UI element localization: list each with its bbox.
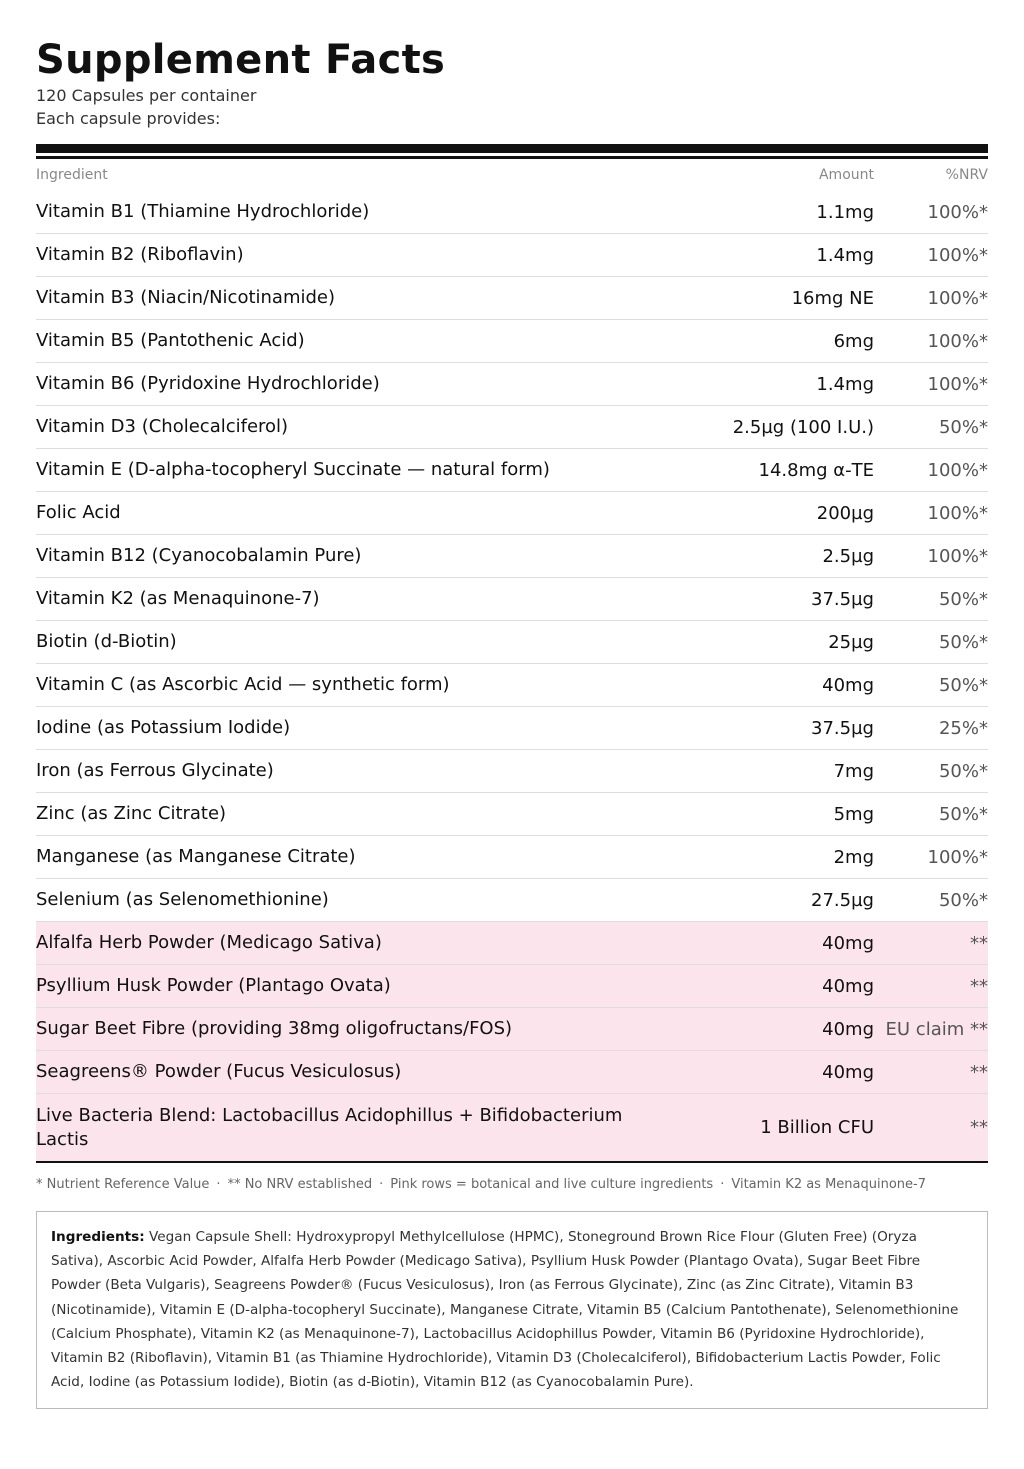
ingredient-name: Seagreens® Powder (Fucus Vesiculosus): [36, 1061, 402, 1082]
table-row: [36, 1008, 988, 1051]
table-row: [36, 664, 988, 707]
ingredient-name: Psyllium Husk Powder (Plantago Ovata): [36, 975, 391, 996]
ingredient-nrv: EU claim **: [885, 1018, 988, 1040]
ingredient-name: Vitamin E (D-alpha-tocopheryl Succinate — natural form): [36, 459, 550, 480]
table-row: [36, 879, 988, 922]
footnote-item: Vitamin K2 as Menaquinone-7: [731, 1177, 927, 1192]
ingredient-amount: 14.8mg α-TE: [758, 459, 874, 481]
ingredient-name: Vitamin C (as Ascorbic Acid — synthetic form): [36, 674, 450, 695]
ingredient-nrv: 50%*: [938, 416, 988, 438]
table-row: [36, 1094, 988, 1163]
table-row: [36, 535, 988, 578]
ingredient-amount: 40mg: [822, 1061, 874, 1083]
ingredient-amount: 2.5µg: [822, 545, 874, 567]
table-row: [36, 750, 988, 793]
ingredient-nrv: 50%*: [938, 889, 988, 911]
ingredient-nrv: 100%*: [927, 459, 988, 481]
ingredient-nrv: 50%*: [938, 588, 988, 610]
ingredient-nrv: 100%*: [927, 330, 988, 352]
column-header-nrv: %NRV: [945, 167, 988, 183]
table-row: [36, 836, 988, 879]
ingredient-nrv: 50%*: [938, 674, 988, 696]
ingredient-name: Vitamin B12 (Cyanocobalamin Pure): [36, 545, 362, 566]
table-row: [36, 1051, 988, 1094]
table-row: [36, 449, 988, 492]
ingredient-amount: 40mg: [822, 1018, 874, 1040]
ingredient-name: Manganese (as Manganese Citrate): [36, 846, 356, 867]
ingredients-box: [36, 1211, 988, 1409]
ingredient-name: Zinc (as Zinc Citrate): [36, 803, 227, 824]
ingredient-name: Alfalfa Herb Powder (Medicago Sativa): [36, 932, 382, 953]
ingredient-name: Iodine (as Potassium Iodide): [36, 717, 291, 738]
table-row: [36, 191, 988, 234]
footnote-separator: ·: [720, 1177, 725, 1192]
ingredient-nrv: 100%*: [927, 244, 988, 266]
ingredient-amount: 40mg: [822, 932, 874, 954]
ingredient-nrv: **: [970, 1061, 988, 1083]
ingredient-nrv: 50%*: [938, 760, 988, 782]
footnote-separator: ·: [379, 1177, 384, 1192]
ingredient-nrv: 50%*: [938, 631, 988, 653]
ingredient-name: Vitamin B3 (Niacin/Nicotinamide): [36, 287, 336, 308]
ingredient-amount: 2mg: [833, 846, 874, 868]
ingredient-nrv: 100%*: [927, 201, 988, 223]
ingredient-name: Vitamin B1 (Thiamine Hydrochloride): [36, 201, 370, 222]
ingredient-nrv: 100%*: [927, 287, 988, 309]
ingredient-amount: 40mg: [822, 674, 874, 696]
ingredient-amount: 1 Billion CFU: [760, 1117, 874, 1138]
container-count: 120 Capsules per container: [36, 86, 257, 105]
ingredient-amount: 16mg NE: [791, 287, 874, 309]
ingredient-name: Vitamin B5 (Pantothenic Acid): [36, 330, 305, 351]
ingredient-nrv: 100%*: [927, 545, 988, 567]
ingredient-amount: 27.5µg: [811, 889, 874, 911]
ingredient-amount: 2.5µg (100 I.U.): [732, 416, 874, 438]
ingredients-label: Ingredients:: [51, 1229, 145, 1245]
table-header: [36, 159, 988, 191]
nutrient-table: [36, 191, 988, 1163]
ingredient-nrv: 25%*: [938, 717, 988, 739]
ingredient-name: Selenium (as Selenomethionine): [36, 889, 329, 910]
table-row: [36, 922, 988, 965]
ingredient-name: Biotin (d-Biotin): [36, 631, 177, 652]
table-row: [36, 406, 988, 449]
ingredient-nrv: 100%*: [927, 502, 988, 524]
table-row: [36, 793, 988, 836]
thick-divider: [36, 144, 988, 153]
ingredient-name: Vitamin K2 (as Menaquinone-7): [36, 588, 320, 609]
table-row: [36, 277, 988, 320]
ingredient-amount: 7mg: [833, 760, 874, 782]
ingredient-nrv: **: [970, 975, 988, 997]
ingredient-name: Sugar Beet Fibre (providing 38mg oligofructans/FOS): [36, 1018, 513, 1039]
ingredient-amount: 37.5µg: [811, 717, 874, 739]
table-row: [36, 621, 988, 664]
ingredient-name: Iron (as Ferrous Glycinate): [36, 760, 274, 781]
ingredient-amount: 1.4mg: [816, 373, 874, 395]
table-row: [36, 234, 988, 277]
ingredient-amount: 40mg: [822, 975, 874, 997]
ingredient-amount: 200µg: [816, 502, 874, 524]
ingredient-nrv: 100%*: [927, 373, 988, 395]
ingredient-nrv: 100%*: [927, 846, 988, 868]
ingredient-name: Vitamin B2 (Riboflavin): [36, 244, 244, 265]
ingredient-amount: 1.1mg: [816, 201, 874, 223]
ingredient-name: Live Bacteria Blend: Lactobacillus Acidophillus + Bifidobacterium Lactis: [36, 1104, 623, 1150]
ingredient-nrv: **: [970, 932, 988, 954]
ingredient-amount: 37.5µg: [811, 588, 874, 610]
table-row: [36, 320, 988, 363]
table-row: [36, 707, 988, 750]
column-header-amount: Amount: [818, 167, 874, 183]
ingredient-nrv: 50%*: [938, 803, 988, 825]
ingredient-amount: 1.4mg: [816, 244, 874, 266]
table-row: [36, 965, 988, 1008]
page-title: Supplement Facts: [36, 37, 446, 83]
ingredient-name: Folic Acid: [36, 502, 121, 523]
ingredient-name: Vitamin B6 (Pyridoxine Hydrochloride): [36, 373, 380, 394]
table-row: [36, 492, 988, 535]
footnotes: [36, 1176, 988, 1193]
footnote-item: Pink rows = botanical and live culture ingredients: [390, 1177, 714, 1192]
ingredient-amount: 25µg: [828, 631, 874, 653]
ingredient-amount: 6mg: [833, 330, 874, 352]
column-header-ingredient: Ingredient: [36, 167, 108, 183]
footnote-item: * Nutrient Reference Value: [36, 1177, 210, 1192]
footnote-separator: ·: [216, 1177, 221, 1192]
ingredient-name: Vitamin D3 (Cholecalciferol): [36, 416, 289, 437]
footnote-item: ** No NRV established: [227, 1177, 373, 1192]
table-row: [36, 578, 988, 621]
serving-description: Each capsule provides:: [36, 109, 221, 128]
ingredient-nrv: **: [970, 1117, 988, 1138]
ingredient-amount: 5mg: [833, 803, 874, 825]
table-row: [36, 363, 988, 406]
ingredients-text: Vegan Capsule Shell: Hydroxypropyl Methylcellulose (HPMC), Stoneground Brown Rice Flour (Gluten Free) (Oryza Sativa), Ascorbic Acid Powder, Alfalfa Herb Powder (Medicago Sativa), Psyllium Husk Powder (Plantago Ovata), Sugar Beet Fibre Powder (Beta Vulgaris), Seagreens Powder® (Fucus Vesiculosus), Iron (as Ferrous Glycinate), Zinc (as Zinc Citrate), Vitamin B3 (Nicotinamide), Vitamin E (D-alpha-tocopheryl Succinate), Manganese Citrate, Vitamin B5 (Calcium Pantothenate), Selenomethionine (Calcium Phosphate), Vitamin K2 (as Menaquinone-7), Lactobacillus Acidophillus Powder, Vitamin B6 (Pyridoxine Hydrochloride), Vitamin B2 (Riboflavin), Vitamin B1 (as Thiamine Hydrochloride), Vitamin D3 (Cholecalciferol), Bifidobacterium Lactis Powder, Folic Acid, Iodine (as Potassium Iodide), Biotin (as d-Biotin), Vitamin B12 (as Cyanocobalamin Pure).: [51, 1229, 959, 1391]
